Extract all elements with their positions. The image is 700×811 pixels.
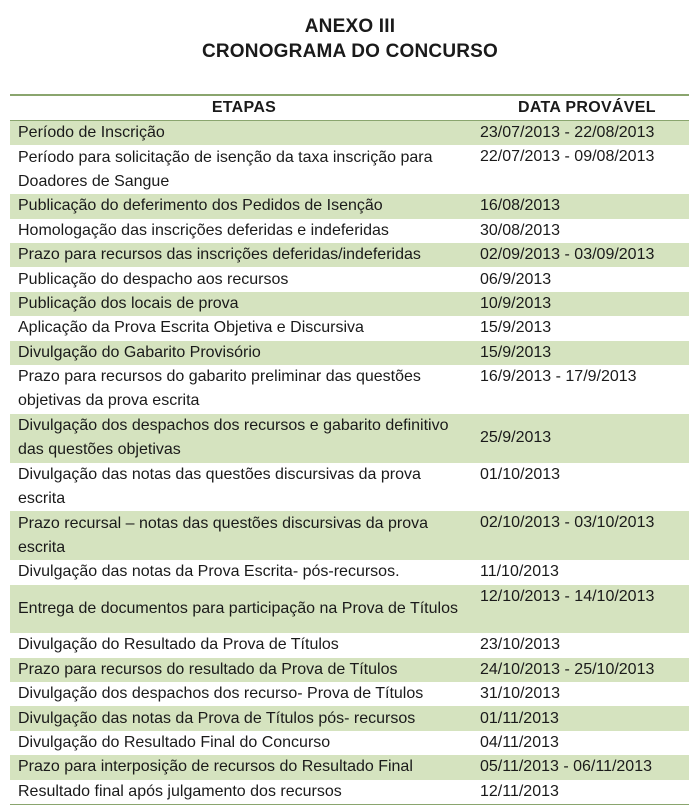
date-cell: 15/9/2013 <box>480 343 552 361</box>
date-cell: 02/10/2013 - 03/10/2013 <box>480 514 655 532</box>
date-cell: 23/10/2013 <box>480 636 561 654</box>
date-cell: 10/9/2013 <box>480 294 552 312</box>
date-cell: 06/9/2013 <box>480 270 552 288</box>
stage-cell: Prazo para interposição de recursos do Resultado Final <box>18 758 413 776</box>
stage-cell: Divulgação das notas da Prova Escrita- pós-recursos. <box>18 563 400 581</box>
schedule-table <box>10 94 689 805</box>
table-row <box>10 267 689 291</box>
table-row <box>10 243 689 267</box>
date-cell: 01/11/2013 <box>480 709 559 727</box>
table-row <box>10 731 689 755</box>
date-cell: 01/10/2013 <box>480 465 561 483</box>
date-cell: 24/10/2013 - 25/10/2013 <box>480 660 655 678</box>
annex-label: ANEXO III <box>304 16 396 37</box>
table-row <box>10 316 689 340</box>
stage-cell: Publicação dos locais de prova <box>18 294 239 312</box>
table-row <box>10 658 689 682</box>
date-cell: 16/9/2013 - 17/9/2013 <box>480 367 637 385</box>
stage-cell: Publicação do deferimento dos Pedidos de Isenção <box>18 197 383 215</box>
date-cell: 16/08/2013 <box>480 197 561 215</box>
stage-cell: Prazo para recursos do gabarito preliminar das questões objetivas da prova escrita <box>18 368 421 410</box>
document-heading <box>0 14 700 64</box>
date-cell: 12/10/2013 - 14/10/2013 <box>480 587 655 605</box>
table-row <box>10 121 689 145</box>
table-row <box>10 341 689 365</box>
table-row <box>10 145 689 194</box>
table-row <box>10 755 689 779</box>
stage-cell: Homologação das inscrições deferidas e indeferidas <box>18 221 389 239</box>
header-date: DATA PROVÁVEL <box>518 99 656 116</box>
stage-cell: Aplicação da Prova Escrita Objetiva e Discursiva <box>18 319 364 337</box>
date-cell: 30/08/2013 <box>480 221 561 239</box>
stage-cell: Prazo recursal – notas das questões discursivas da prova escrita <box>18 514 428 556</box>
stage-cell: Divulgação dos despachos dos recurso- Prova de Títulos <box>18 685 424 703</box>
date-cell: 02/09/2013 - 03/09/2013 <box>480 246 655 264</box>
stage-cell: Prazo para recursos do resultado da Prova de Títulos <box>18 660 398 678</box>
date-cell: 31/10/2013 <box>480 685 561 703</box>
stage-cell: Divulgação do Resultado Final do Concurso <box>18 734 331 752</box>
stage-cell: Divulgação do Gabarito Provisório <box>18 343 261 361</box>
stage-cell: Prazo para recursos das inscrições deferidas/indeferidas <box>18 246 421 264</box>
date-cell: 23/07/2013 - 22/08/2013 <box>480 124 655 142</box>
table-row <box>10 365 689 414</box>
date-cell: 11/10/2013 <box>480 563 559 581</box>
table-row <box>10 633 689 657</box>
stage-cell: Período de Inscrição <box>18 124 165 142</box>
stage-cell: Divulgação das notas da Prova de Títulos pós- recursos <box>18 709 416 727</box>
date-cell: 12/11/2013 <box>480 782 559 800</box>
table-bottom-rule <box>10 804 689 805</box>
stage-cell: Divulgação do Resultado da Prova de Títulos <box>18 636 339 654</box>
stage-cell: Resultado final após julgamento dos recursos <box>18 782 342 800</box>
table-row <box>10 414 689 463</box>
table-row <box>10 219 689 243</box>
date-cell: 15/9/2013 <box>480 319 552 337</box>
stage-cell: Publicação do despacho aos recursos <box>18 270 289 288</box>
table-row <box>10 585 689 634</box>
table-row <box>10 511 689 560</box>
stage-cell: Entrega de documentos para participação na Prova de Títulos <box>18 599 458 617</box>
stage-cell: Divulgação dos despachos dos recursos e gabarito definitivo das questões objetivas <box>18 417 449 459</box>
document-title: CRONOGRAMA DO CONCURSO <box>201 41 499 62</box>
table-row <box>10 682 689 706</box>
table-row <box>10 292 689 316</box>
stage-cell: Divulgação das notas das questões discursivas da prova escrita <box>18 465 421 507</box>
date-cell: 25/9/2013 <box>480 429 552 447</box>
stage-cell: Período para solicitação de isenção da taxa inscrição para Doadores de Sangue <box>18 148 433 190</box>
date-cell: 22/07/2013 - 09/08/2013 <box>480 148 655 166</box>
date-cell: 04/11/2013 <box>480 734 559 752</box>
table-row <box>10 706 689 730</box>
table-row <box>10 194 689 218</box>
date-cell: 05/11/2013 - 06/11/2013 <box>480 758 652 776</box>
table-row <box>10 463 689 512</box>
table-row <box>10 780 689 804</box>
header-stage: ETAPAS <box>211 99 277 116</box>
table-row <box>10 560 689 584</box>
table-header <box>10 96 689 120</box>
